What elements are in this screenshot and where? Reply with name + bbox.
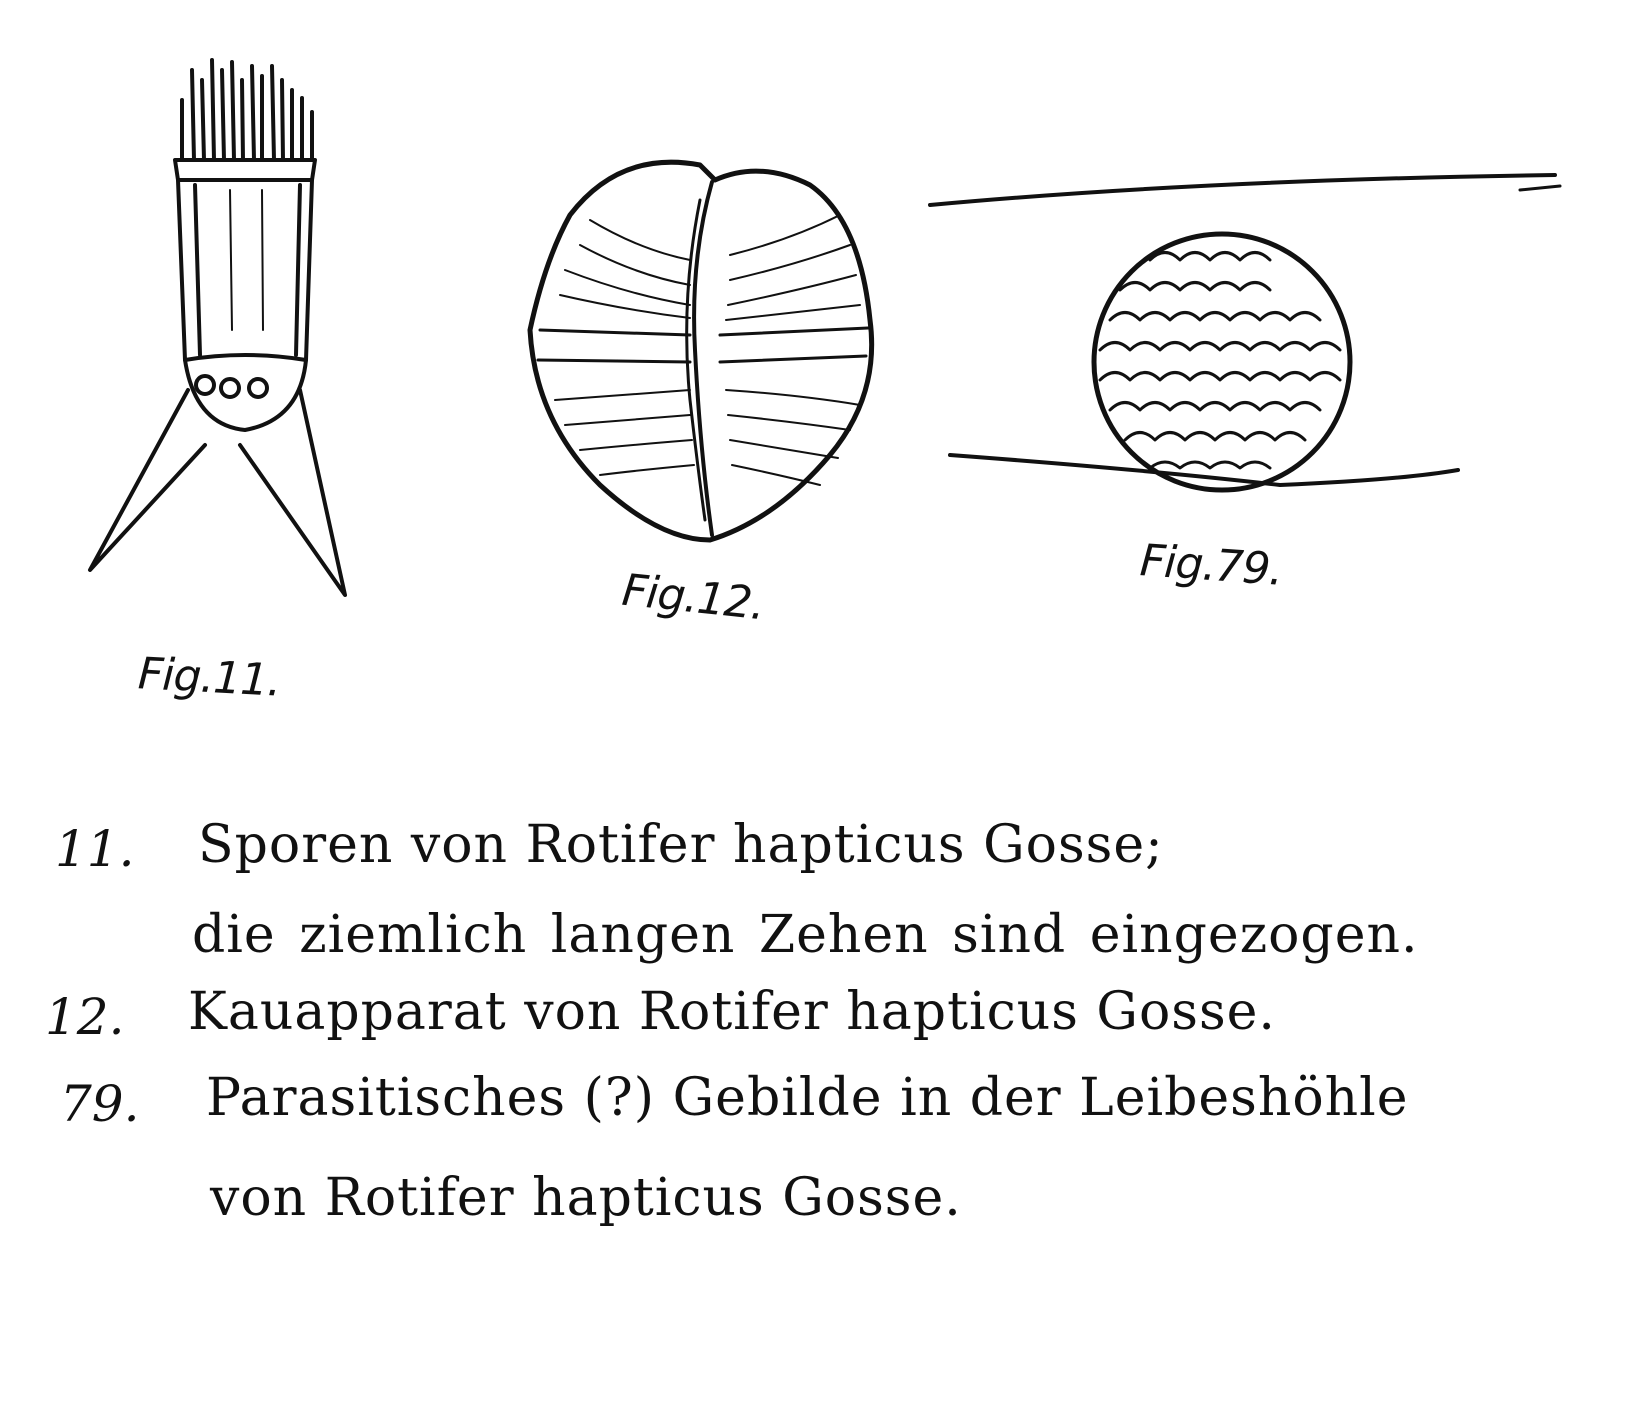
caption-12-line-1: Kauapparat von Rotifer hapticus Gosse. — [188, 982, 1276, 1042]
caption-79-number: 79. — [60, 1075, 140, 1133]
figure-12-label: Fig.12. — [619, 564, 767, 631]
caption-79-line-1: Parasitisches (?) Gebilde in der Leibeshöhle — [206, 1068, 1409, 1128]
figure-11-label: Fig.11. — [136, 648, 282, 707]
caption-11-line-2: die ziemlich langen Zehen sind eingezogen. — [192, 905, 1419, 965]
figure-79-label: Fig.79. — [1138, 535, 1285, 596]
caption-11-line-1: Sporen von Rotifer hapticus Gosse; — [198, 815, 1164, 875]
caption-12-number: 12. — [45, 988, 125, 1046]
caption-11-number: 11. — [55, 820, 135, 878]
caption-79-line-2: von Rotifer hapticus Gosse. — [210, 1168, 962, 1228]
